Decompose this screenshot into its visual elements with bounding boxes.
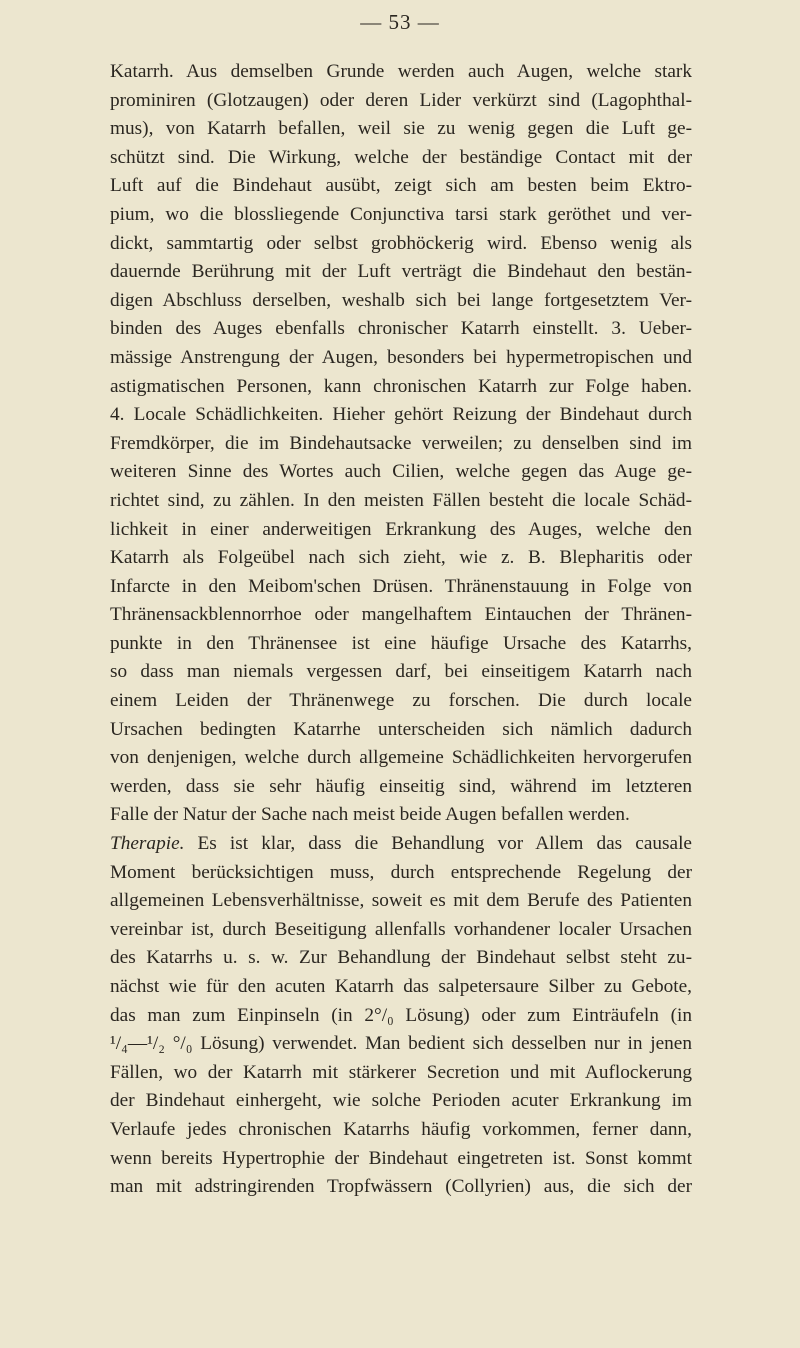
text-line: binden des Auges ebenfalls chronischer Katarrh einstellt. 3. Ueber- xyxy=(110,318,692,340)
paragraph-block-2 xyxy=(110,859,692,1031)
text-line: werden, dass sie sehr häufig einseitig sind, während im letzteren xyxy=(110,775,692,797)
text-line: 4. Locale Schädlichkeiten. Hieher gehört Reizung der Bindehaut durch xyxy=(110,404,692,426)
text-line: punkte in den Thränensee ist eine häufige Ursache des Katarrhs, xyxy=(110,632,692,654)
text-line: von denjenigen, welche durch allgemeine Schädlichkeiten hervorgerufen xyxy=(110,747,692,769)
text-line: einem Leiden der Thränenwege zu forschen. Die durch locale xyxy=(110,690,692,712)
text-line: mus), von Katarrh befallen, weil sie zu wenig gegen die Luft ge- xyxy=(110,118,692,140)
text-line: des Katarrhs u. s. w. Zur Behandlung der Bindehaut selbst steht zu- xyxy=(110,947,692,969)
text-line-fraction: ¹/₄—¹/₂ °/₀ Lösung) verwendet. Man bedient sich desselben nur in jenen xyxy=(110,1033,692,1055)
text-line: Katarrh als Folgeübel nach sich zieht, wie z. B. Blepharitis oder xyxy=(110,547,692,569)
text-line: vereinbar ist, durch Beseitigung allenfalls vorhandener localer Ursachen xyxy=(110,918,692,940)
text-line-therapie xyxy=(110,830,692,859)
text-line: Moment berücksichtigen muss, durch entsprechende Regelung der xyxy=(110,861,692,883)
text-line: Luft auf die Bindehaut ausübt, zeigt sich am besten beim Ektro- xyxy=(110,175,692,197)
text-line: Falle der Natur der Sache nach meist beide Augen befallen werden. xyxy=(110,804,630,826)
text-line: Thränensackblennorrhoe oder mangelhaftem Eintauchen der Thränen- xyxy=(110,604,692,626)
therapie-heading: Therapie. xyxy=(110,833,185,855)
text-line: lichkeit in einer anderweitigen Erkrankung des Auges, welche den xyxy=(110,518,692,540)
page-number: — 53 — xyxy=(360,10,440,34)
text-line: astigmatischen Personen, kann chronischen Katarrh zur Folge haben. xyxy=(110,375,692,397)
text-line: Infarcte in den Meibom'schen Drüsen. Thränenstauung in Folge von xyxy=(110,575,692,597)
text-line: schützt sind. Die Wirkung, welche der beständige Contact mit der xyxy=(110,146,692,168)
text-line: digen Abschluss derselben, weshalb sich bei lange fortgesetztem Ver- xyxy=(110,289,692,311)
text-line: Fällen, wo der Katarrh mit stärkerer Secretion und mit Auflockerung xyxy=(110,1061,692,1083)
text-line: mässige Anstrengung der Augen, besonders bei hypermetropischen und xyxy=(110,346,692,368)
text-line: Katarrh. Aus demselben Grunde werden auch Augen, welche stark xyxy=(110,61,692,82)
text-line: pium, wo die blossliegende Conjunctiva tarsi stark geröthet und ver- xyxy=(110,203,692,225)
text-line: dauernde Berührung mit der Luft verträgt die Bindehaut den bestän- xyxy=(110,261,692,283)
text-line: dickt, sammtartig oder selbst grobhöckerig wird. Ebenso wenig als xyxy=(110,232,692,254)
paragraph-block-1 xyxy=(110,58,692,830)
text-line: richtet sind, zu zählen. In den meisten Fällen besteht die locale Schäd- xyxy=(110,489,692,511)
text-line: weiteren Sinne des Wortes auch Cilien, welche gegen das Auge ge- xyxy=(110,461,692,483)
text-line: Fremdkörper, die im Bindehautsacke verweilen; zu denselben sind im xyxy=(110,432,692,454)
text-line: das man zum Einpinseln (in 2°/₀ Lösung) oder zum Einträufeln (in xyxy=(110,1004,692,1026)
body-text xyxy=(110,58,692,1202)
text-line: man mit adstringirenden Tropfwässern (Collyrien) aus, die sich der xyxy=(110,1176,692,1198)
therapie-first-line: Es ist klar, dass die Behandlung vor Allem das causale xyxy=(184,833,692,855)
paragraph-block-3 xyxy=(110,1059,692,1202)
text-line: nächst wie für den acuten Katarrh das salpetersaure Silber zu Gebote, xyxy=(110,976,692,997)
text-line: Verlaufe jedes chronischen Katarrhs häufig vorkommen, ferner dann, xyxy=(110,1118,692,1140)
text-line: so dass man niemals vergessen darf, bei einseitigem Katarrh nach xyxy=(110,661,692,683)
text-line: allgemeinen Lebensverhältnisse, soweit es mit dem Berufe des Patienten xyxy=(110,890,692,912)
text-line: Ursachen bedingten Katarrhe unterscheiden sich nämlich dadurch xyxy=(110,718,692,740)
text-line: wenn bereits Hypertrophie der Bindehaut eingetreten ist. Sonst kommt xyxy=(110,1147,692,1169)
text-line: der Bindehaut einhergeht, wie solche Perioden acuter Erkrankung im xyxy=(110,1090,692,1112)
text-line: prominiren (Glotzaugen) oder deren Lider verkürzt sind (Lagophthal- xyxy=(110,89,692,111)
